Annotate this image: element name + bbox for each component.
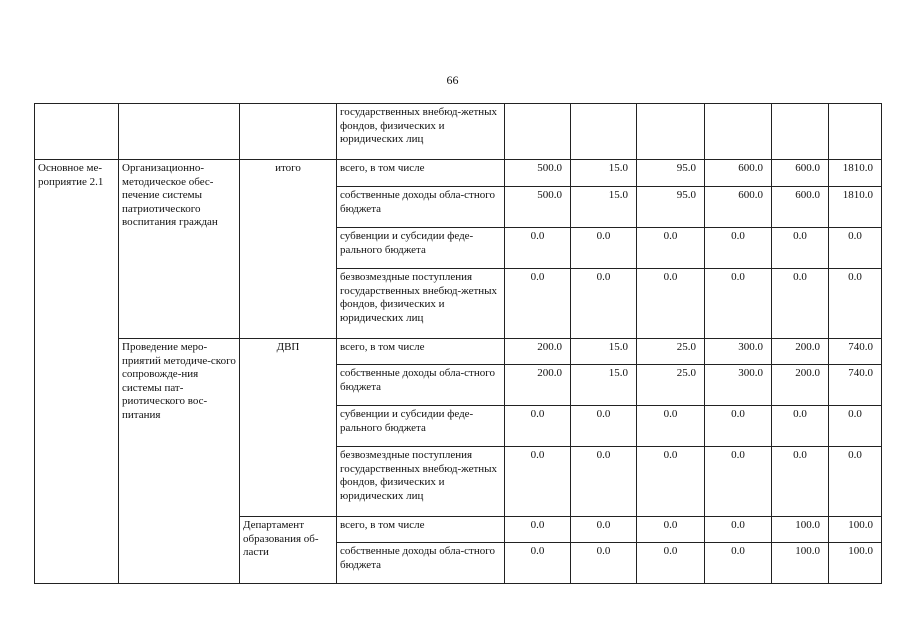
table-row: [35, 160, 882, 187]
table-cell: [35, 104, 119, 160]
value-cell: 0.0: [772, 406, 829, 447]
source-cell: всего, в том числе: [337, 339, 505, 365]
value-cell: 300.0: [705, 339, 772, 365]
value-cell: 0.0: [705, 228, 772, 269]
table-cell: [119, 104, 240, 160]
activity-name: Проведение меро-приятий методиче-ского сопровожде-ния системы пат-риотического вос-питания: [119, 339, 240, 584]
value-cell: 500.0: [505, 187, 571, 228]
value-cell: 0.0: [829, 228, 882, 269]
executor-cell: ДВП: [240, 339, 337, 517]
value-cell: 0.0: [705, 543, 772, 584]
source-cell: всего, в том числе: [337, 517, 505, 543]
value-cell: 600.0: [705, 187, 772, 228]
source-cell: всего, в том числе: [337, 160, 505, 187]
value-cell: 1810.0: [829, 160, 882, 187]
source-cell: собственные доходы обла-стного бюджета: [337, 187, 505, 228]
value-cell: 0.0: [505, 269, 571, 339]
value-cell: 0.0: [829, 269, 882, 339]
value-cell: 0.0: [637, 447, 705, 517]
table-row: [35, 104, 882, 160]
value-cell: 1810.0: [829, 187, 882, 228]
value-cell: 0.0: [637, 269, 705, 339]
table-cell: [705, 104, 772, 160]
value-cell: 100.0: [772, 543, 829, 584]
source-cell: субвенции и субсидии феде-рального бюджета: [337, 228, 505, 269]
value-cell: 740.0: [829, 365, 882, 406]
value-cell: 0.0: [637, 228, 705, 269]
value-cell: 0.0: [571, 517, 637, 543]
source-cell: безвозмездные поступления государственных внебюд-жетных фондов, физических и юридических лиц: [337, 269, 505, 339]
value-cell: 0.0: [705, 517, 772, 543]
value-cell: 100.0: [829, 517, 882, 543]
value-cell: 600.0: [772, 187, 829, 228]
value-cell: 200.0: [505, 339, 571, 365]
value-cell: 600.0: [705, 160, 772, 187]
value-cell: 95.0: [637, 160, 705, 187]
value-cell: 0.0: [505, 228, 571, 269]
value-cell: 0.0: [637, 406, 705, 447]
value-cell: 0.0: [829, 447, 882, 517]
table-cell: [505, 104, 571, 160]
value-cell: 740.0: [829, 339, 882, 365]
measure-label: Основное ме-роприятие 2.1: [35, 160, 119, 584]
value-cell: 0.0: [505, 517, 571, 543]
value-cell: 600.0: [772, 160, 829, 187]
source-cell: собственные доходы обла-стного бюджета: [337, 543, 505, 584]
source-cell: государственных внебюд-жетных фондов, физических и юридических лиц: [337, 104, 505, 160]
value-cell: 300.0: [705, 365, 772, 406]
value-cell: 0.0: [772, 228, 829, 269]
value-cell: 0.0: [705, 269, 772, 339]
table-cell: [829, 104, 882, 160]
value-cell: 0.0: [571, 543, 637, 584]
value-cell: 25.0: [637, 339, 705, 365]
value-cell: 200.0: [772, 339, 829, 365]
budget-table: [34, 103, 882, 584]
value-cell: 0.0: [571, 269, 637, 339]
value-cell: 15.0: [571, 339, 637, 365]
value-cell: 0.0: [505, 406, 571, 447]
value-cell: 100.0: [829, 543, 882, 584]
value-cell: 100.0: [772, 517, 829, 543]
table-cell: [772, 104, 829, 160]
table-cell: [571, 104, 637, 160]
table-row: [35, 339, 882, 365]
value-cell: 0.0: [705, 447, 772, 517]
source-cell: субвенции и субсидии феде-рального бюджета: [337, 406, 505, 447]
value-cell: 25.0: [637, 365, 705, 406]
executor-cell: Департамент образования об-ласти: [240, 517, 337, 584]
page-number: 66: [446, 73, 459, 87]
value-cell: 0.0: [637, 517, 705, 543]
value-cell: 0.0: [772, 447, 829, 517]
value-cell: 0.0: [571, 228, 637, 269]
source-cell: собственные доходы обла-стного бюджета: [337, 365, 505, 406]
value-cell: 15.0: [571, 365, 637, 406]
value-cell: 0.0: [571, 406, 637, 447]
value-cell: 95.0: [637, 187, 705, 228]
measure-name: Организационно-методическое обес-печение системы патриотического воспитания граждан: [119, 160, 240, 339]
value-cell: 500.0: [505, 160, 571, 187]
source-cell: безвозмездные поступления государственных внебюд-жетных фондов, физических и юридических лиц: [337, 447, 505, 517]
value-cell: 0.0: [637, 543, 705, 584]
table-cell: [637, 104, 705, 160]
table-cell: [240, 104, 337, 160]
value-cell: 15.0: [571, 160, 637, 187]
value-cell: 200.0: [772, 365, 829, 406]
value-cell: 0.0: [505, 447, 571, 517]
executor-cell: итого: [240, 160, 337, 339]
value-cell: 200.0: [505, 365, 571, 406]
value-cell: 0.0: [705, 406, 772, 447]
value-cell: 0.0: [829, 406, 882, 447]
value-cell: 15.0: [571, 187, 637, 228]
value-cell: 0.0: [505, 543, 571, 584]
value-cell: 0.0: [571, 447, 637, 517]
value-cell: 0.0: [772, 269, 829, 339]
